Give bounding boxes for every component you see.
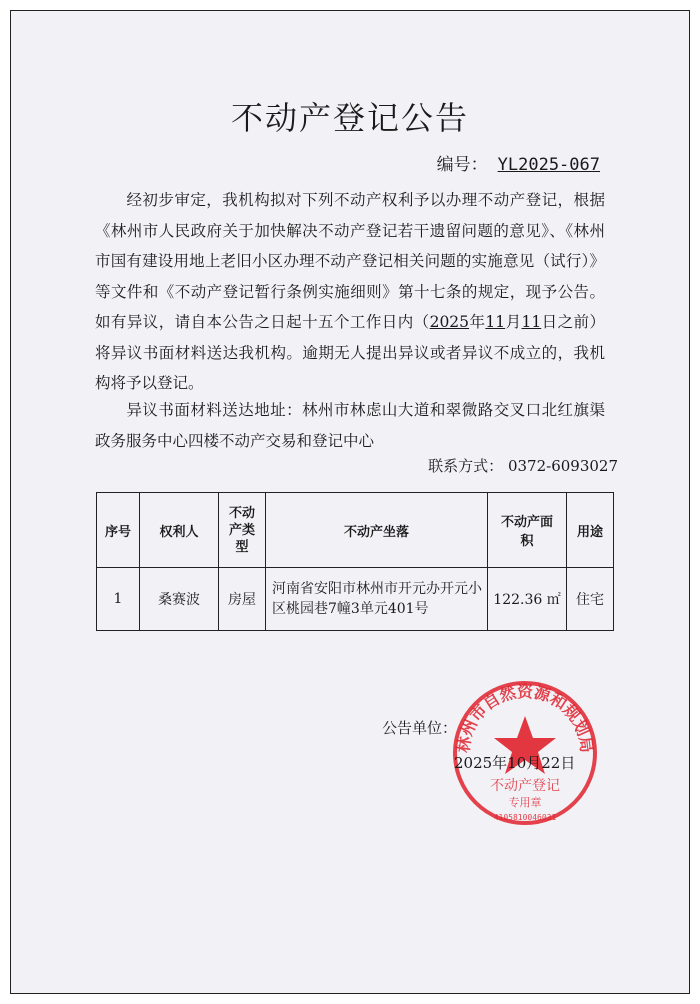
deadline-year: 2025: [429, 313, 470, 331]
svg-text:林州市自然资源和规划局: 林州市自然资源和规划局: [453, 682, 597, 754]
header-type: 不动产类型: [219, 493, 266, 568]
notice-text-after-date: 日之前）将异议书面材料送达我机构。逾期无人提出异议或者异议不成立的，我机构将予以登记。: [95, 313, 605, 392]
svg-text:专用章: 专用章: [508, 796, 542, 809]
objection-address-paragraph: 异议书面材料送达地址：林州市林虑山大道和翠微路交叉口北红旗渠政务服务中心四楼不动产交易和登记中心: [95, 401, 605, 450]
cell-seq: 1: [97, 568, 140, 631]
issue-date: 2025年10月22日: [454, 754, 576, 772]
document-number-label: 编号：: [436, 155, 488, 175]
contact-label: 联系方式：: [428, 457, 504, 475]
header-usage: 用途: [567, 493, 614, 568]
cell-type: 房屋: [219, 568, 266, 631]
cell-usage: 住宅: [567, 568, 614, 631]
header-area: 不动产面积: [488, 493, 567, 568]
svg-text:4105810046031: 4105810046031: [493, 813, 557, 822]
page-title: 不动产登记公告: [230, 99, 469, 137]
issuing-unit-label: 公告单位：: [382, 719, 458, 737]
table-row: [97, 568, 614, 631]
document-number-value: YL2025-067: [497, 155, 600, 175]
cell-area: 122.36 ㎡: [488, 568, 567, 631]
header-location: 不动产坐落: [266, 493, 488, 568]
deadline-day: 11: [521, 313, 542, 331]
svg-text:不动产登记: 不动产登记: [490, 778, 560, 794]
contact-phone: 0372-6093027: [507, 457, 618, 475]
table-header-row: [97, 493, 614, 568]
document-number: [437, 150, 600, 175]
cell-location: 河南省安阳市林州市开元办开元小区桃园巷7幢3单元401号: [266, 568, 488, 631]
contact-info: [428, 455, 618, 476]
property-table: [96, 492, 614, 631]
notice-text-before-date: 经初步审定，我机构拟对下列不动产权利予以办理不动产登记，根据《林州市人民政府关于加快解决不动产登记若干遗留问题的意见》、《林州市国有建设用地上老旧小区办理不动产登记相关问题的实施意见（试行）》等文件和《不动产登记暂行条例实施细则》第十七条的规定，现予公告。如有异议，请自本公告之日起十五个工作日内（: [95, 191, 605, 331]
header-owner: 权利人: [140, 493, 219, 568]
deadline-month: 11: [485, 313, 506, 331]
notice-paragraph: 经初步审定，我机构拟对下列不动产权利予以办理不动产登记，根据《林州市人民政府关于加快解决不动产登记若干遗留问题的意见》、《林州市国有建设用地上老旧小区办理不动产登记相关问题的实施意见（试行）》等文件和《不动产登记暂行条例实施细则》第十七条的规定，现予公告。如有异议，请自本公告之日起十五个工作日内（2025年11月11日之前）将异议书面材料送达我机构。逾期无人提出异议或者异议不成立的，我机构将予以登记。: [95, 191, 605, 392]
cell-owner: 桑赛波: [140, 568, 219, 631]
header-seq: 序号: [97, 493, 140, 568]
